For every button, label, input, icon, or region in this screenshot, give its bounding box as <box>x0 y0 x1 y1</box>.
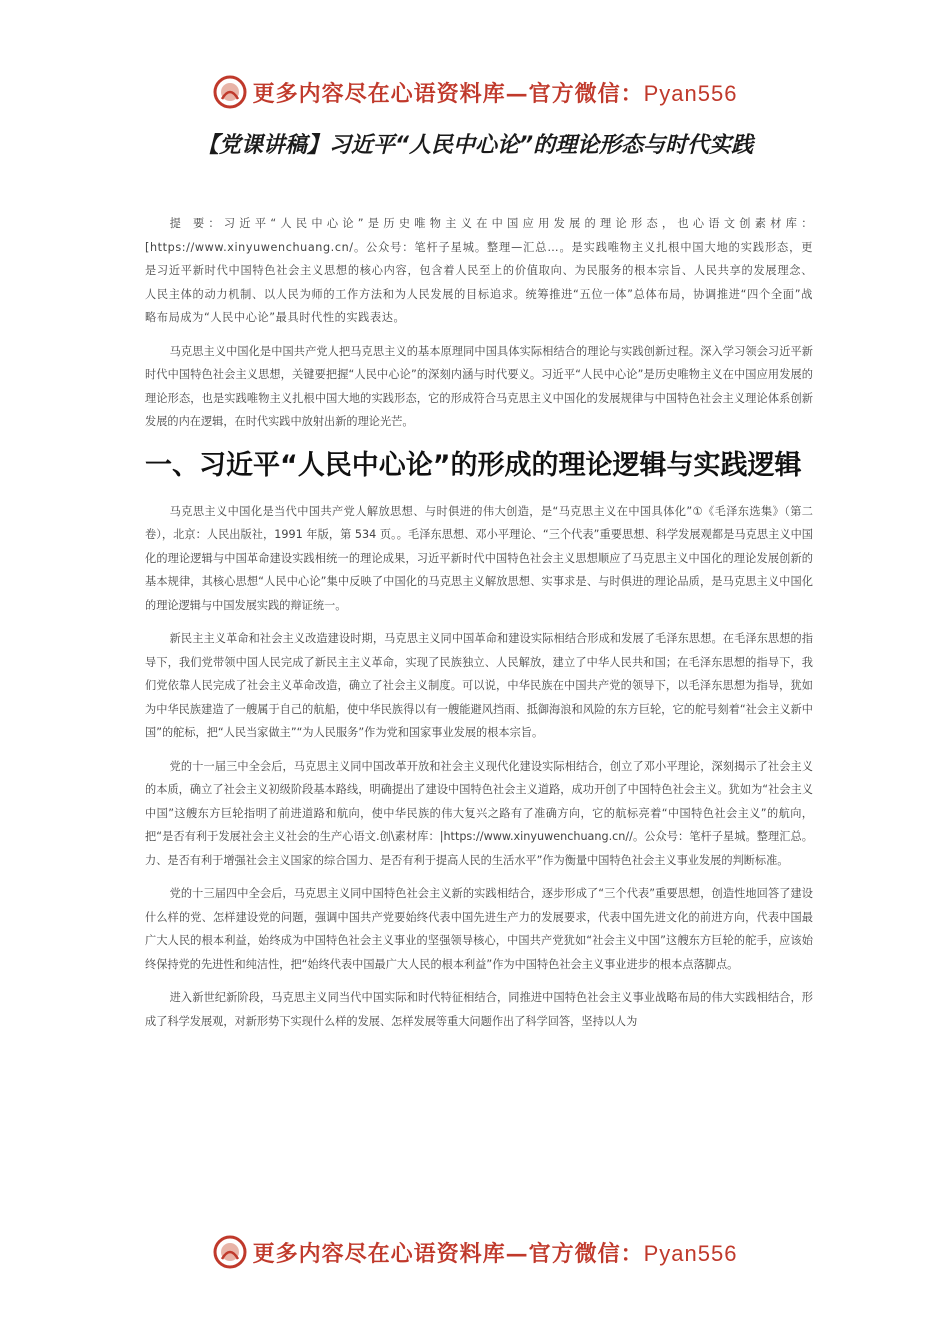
page-title: 【党课讲稿】习近平“人民中心论”的理论形态与时代实践 <box>196 133 754 158</box>
watermark-id: Pyan556 <box>643 1240 738 1266</box>
watermark-text: 更多内容尽在心语资料库—官方微信：Pyan556 <box>252 1240 738 1267</box>
abstract-paragraph: 提 要：习近平“人民中心论”是历史唯物主义在中国应用发展的理论形态，也心语文创素材库：[https://www.xinyuwenchuang.cn/。公众号：笔杆子星城。整理—汇总…。是实践唯物主义扎根中国大地的实践形态，更是习近平新时代中国特色社会主义思想的核心内容，包含着人民至上的价值取向、为民服务的根本宗旨、人民共享的发展理念、人民主体的动力机制、以人民为师的工作方法和为人民发展的目标追求。统筹推进“五位一体”总体布局，协调推进“四个全面”战略布局成为“人民中心论”最具时代性的实践表达。 <box>145 217 813 324</box>
logo-icon <box>213 1235 247 1269</box>
document-body <box>145 212 813 1043</box>
watermark-text: 更多内容尽在心语资料库—官方微信：Pyan556 <box>252 80 738 107</box>
section-heading: 一、习近平“人民中心论”的形成的理论逻辑与实践逻辑 <box>145 449 802 481</box>
watermark-id: Pyan556 <box>643 80 738 106</box>
watermark-banner-bottom <box>0 1232 950 1272</box>
body-paragraph: 新民主主义革命和社会主义改造建设时期，马克思主义同中国革命和建设实际相结合形成和发展了毛泽东思想。在毛泽东思想的指导下，我们党带领中国人民完成了新民主主义革命，实现了民族独立、人民解放，建立了中华人民共和国；在毛泽东思想的指导下，我们党依靠人民完成了社会主义革命改造，确立了社会主义制度。可以说，中华民族在中国共产党的领导下，以毛泽东思想为指导，犹如为中华民族建造了一艘属于自己的航船，使中华民族得以有一艘能避风挡雨、抵御海浪和风险的东方巨轮，它的舵号刻着“社会主义新中国”的舵标，把“人民当家做主”“为人民服务”作为党和国家事业发展的根本宗旨。 <box>145 632 813 739</box>
body-paragraph: 进入新世纪新阶段，马克思主义同当代中国实际和时代特征相结合，同推进中国特色社会主义事业战略布局的伟大实践相结合，形成了科学发展观，对新形势下实现什么样的发展、怎样发展等重大问题作出了科学回答，坚持以人为 <box>145 991 813 1028</box>
body-paragraph: 马克思主义中国化是当代中国共产党人解放思想、与时俱进的伟大创造，是“马克思主义在中国具体化”①《毛泽东选集》（第二卷），北京：人民出版社，1991 年版，第 534 页。。毛泽东思想、邓小平理论、“三个代表”重要思想、科学发展观都是马克思主义中国化的理论逻辑与中国革命建设实践相统一的理论成果，习近平新时代中国特色社会主义思想顺应了马克思主义中国化的理论发展创新的基本规律，其核心思想“人民中心论”集中反映了中国化的马克思主义解放思想、实事求是、与时俱进的理论品质，是马克思主义中国化的理论逻辑与中国发展实践的辩证统一。 <box>145 504 813 612</box>
intro-paragraph: 马克思主义中国化是中国共产党人把马克思主义的基本原理同中国具体实际相结合的理论与实践创新过程。深入学习领会习近平新时代中国特色社会主义思想，关键要把握“人民中心论”的深刻内涵与时代要义。习近平“人民中心论”是历史唯物主义在中国应用发展的理论形态，也是实践唯物主义扎根中国大地的实践形态，它的形成符合马克思主义中国化的发展规律与中国特色社会主义理论体系创新发展的内在逻辑，在时代实践中放射出新的理论光芒。 <box>145 344 813 428</box>
watermark-banner-top <box>0 72 950 112</box>
logo-icon <box>213 75 247 109</box>
body-paragraph: 党的十一届三中全会后，马克思主义同中国改革开放和社会主义现代化建设实际相结合，创立了邓小平理论，深刻揭示了社会主义的本质，确立了社会主义初级阶段基本路线，明确提出了建设中国特色社会主义道路，成功开创了中国特色社会主义。犹如为“社会主义中国”这艘东方巨轮指明了前进道路和航向，使中华民族的伟大复兴之路有了准确方向，它的航标亮着“中国特色社会主义”的航向，把“是否有利于发展社会主义社会的生产心语文.创\素材库：|https://www.xinyuwenchuang.cn//。公众号：笔杆子星城。整理汇总。力、是否有利于增强社会主义国家的综合国力、是否有利于提高人民的生活水平”作为衡量中国特色社会主义事业发展的判断标准。 <box>145 759 813 867</box>
body-paragraph: 党的十三届四中全会后，马克思主义同中国特色社会主义新的实践相结合，逐步形成了“三个代表”重要思想，创造性地回答了建设什么样的党、怎样建设党的问题，强调中国共产党要始终代表中国先进生产力的发展要求，代表中国先进文化的前进方向，代表中国最广大人民的根本利益，始终成为中国特色社会主义事业的坚强领导核心，中国共产党犹如“社会主义中国”这艘东方巨轮的舵手，应该始终保持党的先进性和纯洁性，把“始终代表中国最广大人民的根本利益”作为中国特色社会主义事业进步的根本点落脚点。 <box>145 887 813 971</box>
